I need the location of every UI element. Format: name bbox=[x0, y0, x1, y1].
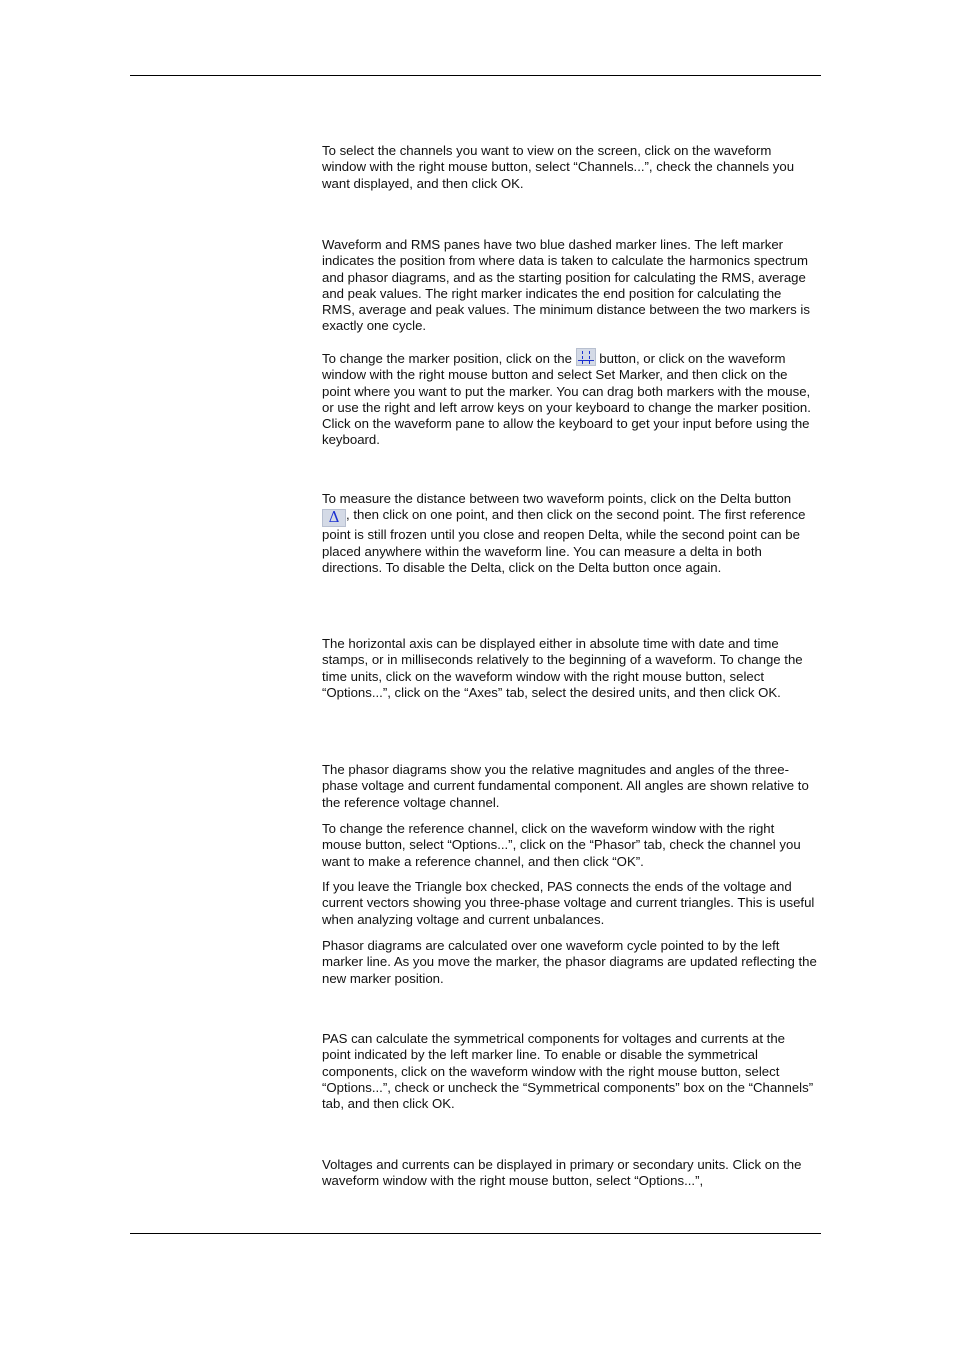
paragraph-horizontal-axis: The horizontal axis can be displayed either in absolute time with date and time stamps, or in milliseconds relatively to the beginning of a waveform. To change the time units, click on the waveform window with the right mouse button, select “Options...”, click on the “Axes” tab, select the desired units, and then click OK. bbox=[322, 636, 803, 700]
paragraph-triangle: If you leave the Triangle box checked, PAS connects the ends of the voltage and current vectors showing you three-phase voltage and current triangles. This is useful when analyzing voltage and current unbalances. bbox=[322, 879, 815, 927]
paragraph-units: Voltages and currents can be displayed in primary or secondary units. Click on the waveform window with the right mouse button, select “Options...”, bbox=[322, 1157, 802, 1189]
footer-rule bbox=[130, 1233, 821, 1234]
paragraph-delta-after: , then click on one point, and then click on the second point. The first reference point is still frozen until you close and reopen Delta, while the second point can be placed anywhere within the waveform line. You can measure a delta in both directions. To disable the Delta, click on the Delta button once again. bbox=[322, 507, 806, 575]
paragraph-delta bbox=[322, 491, 817, 576]
set-marker-icon[interactable] bbox=[576, 348, 596, 366]
paragraph-phasor-calculation: Phasor diagrams are calculated over one waveform cycle pointed to by the left marker line. As you move the marker, the phasor diagrams are updated reflecting the new marker position. bbox=[322, 938, 817, 986]
paragraph-marker-lines: Waveform and RMS panes have two blue dashed marker lines. The left marker indicates the position from where data is taken to calculate the harmonics spectrum and phasor diagrams, and as the starting position for calculating the RMS, average and peak values. The right marker indicates the end position for calculating the RMS, average and peak values. The minimum distance between the two markers is exactly one cycle. bbox=[322, 237, 810, 334]
paragraph-change-marker-before: To change the marker position, click on the bbox=[322, 351, 576, 366]
paragraph-symmetrical-components: PAS can calculate the symmetrical components for voltages and currents at the point indicated by the left marker line. To enable or disable the symmetrical components, click on the waveform window with the right mouse button, select “Options...”, check or uncheck the “Symmetrical components” box on the “Channels” tab, and then click OK. bbox=[322, 1031, 814, 1112]
paragraph-change-marker bbox=[322, 348, 817, 449]
paragraph-reference-channel: To change the reference channel, click on the waveform window with the right mouse button, select “Options...”, click on the “Phasor” tab, check the channel you want to make a reference channel, and then click “OK”. bbox=[322, 821, 801, 869]
paragraph-change-marker-after: button, or click on the waveform window with the right mouse button and select Set Marker, and then click on the point where you want to put the marker. You can drag both markers with the mouse, or use the right and left arrow keys on your keyboard to change the marker position. Click on the waveform pane to allow the keyboard to get your input before using the keyboard. bbox=[322, 351, 811, 448]
header-rule bbox=[130, 75, 821, 76]
delta-icon[interactable]: Δ bbox=[322, 509, 346, 527]
paragraph-phasor-intro: The phasor diagrams show you the relative magnitudes and angles of the three-phase voltage and current fundamental component. All angles are shown relative to the reference voltage channel. bbox=[322, 762, 809, 810]
paragraph-delta-before: To measure the distance between two waveform points, click on the Delta button bbox=[322, 491, 792, 506]
paragraph-channels: To select the channels you want to view on the screen, click on the waveform window with the right mouse button, select “Channels...”, check the channels you want displayed, and then click OK. bbox=[322, 143, 795, 191]
